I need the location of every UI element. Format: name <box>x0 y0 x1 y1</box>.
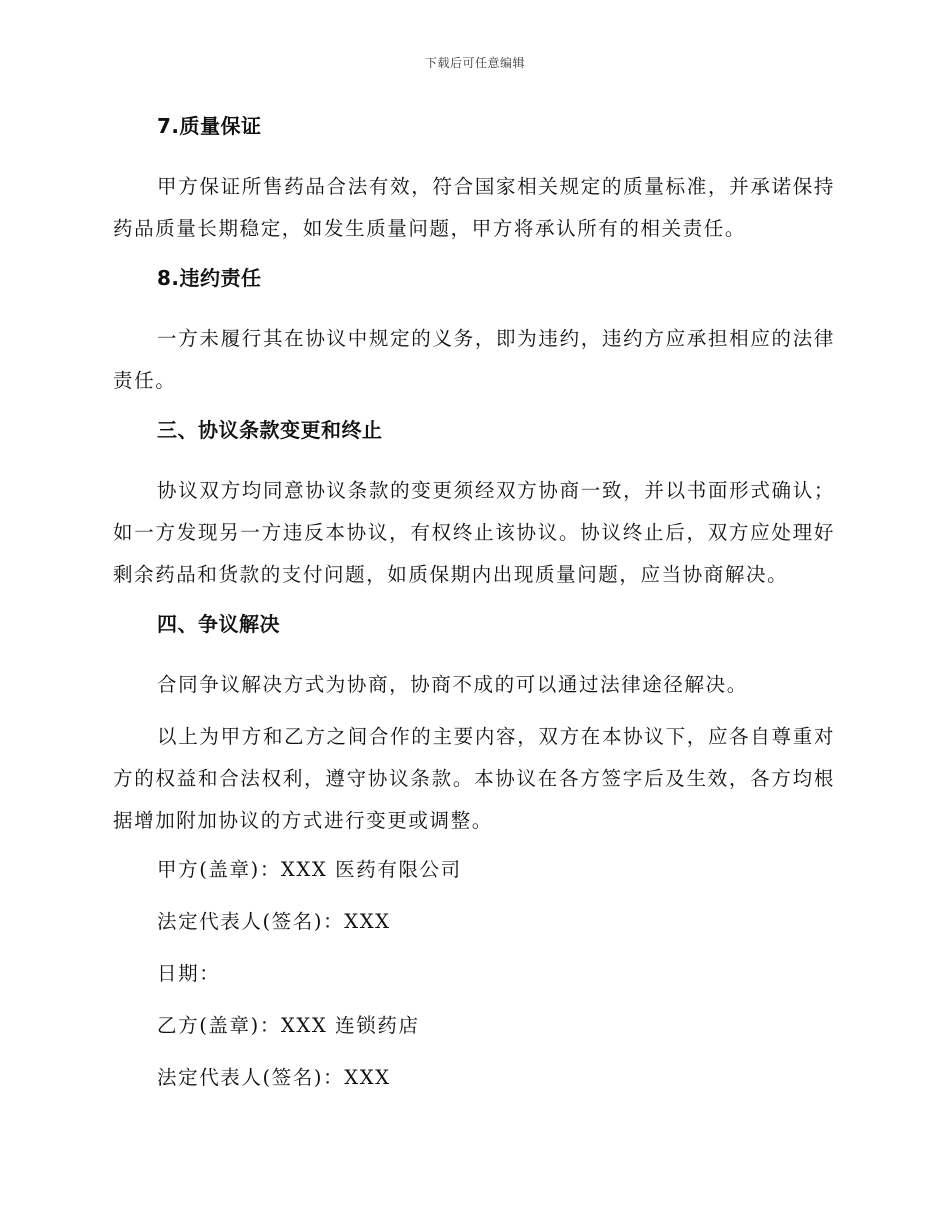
section-body-quality: 甲方保证所售药品合法有效，符合国家相关规定的质量标准，并承诺保持药品质量长期稳定，如发生质量问题，甲方将承认所有的相关责任。 <box>113 175 835 240</box>
party-b-seal: 乙方(盖章)：XXX 连锁药店 <box>157 1014 420 1037</box>
party-a-representative: 法定代表人(签名)：XXX <box>157 910 391 933</box>
section-heading-quality: 7.质量保证 <box>157 114 262 138</box>
section-heading-dispute: 四、争议解决 <box>157 612 280 636</box>
section-heading-breach: 8.违约责任 <box>157 266 262 290</box>
document-body <box>113 108 835 1112</box>
party-a-seal: 甲方(盖章)：XXX 医药有限公司 <box>157 858 462 881</box>
closing-paragraph: 以上为甲方和乙方之间合作的主要内容，双方在本协议下，应各自尊重对方的权益和合法权利，遵守协议条款。本协议在各方签字后及生效，各方均根据增加附加协议的方式进行变更或调整。 <box>113 725 835 832</box>
section-body-dispute: 合同争议解决方式为协商，协商不成的可以通过法律途径解决。 <box>157 673 748 696</box>
section-body-change: 协议双方均同意协议条款的变更须经双方协商一致，并以书面形式确认；如一方发现另一方违反本协议，有权终止该协议。协议终止后，双方应处理好剩余药品和货款的支付问题，如质保期内出现质量问题，应当协商解决。 <box>113 479 835 586</box>
section-body-breach: 一方未履行其在协议中规定的义务，即为违约，违约方应承担相应的法律责任。 <box>113 327 835 392</box>
party-b-representative: 法定代表人(签名)：XXX <box>157 1066 391 1089</box>
page-header: 下载后可任意编辑 <box>424 56 525 70</box>
section-heading-change: 三、协议条款变更和终止 <box>157 418 383 442</box>
signature-date: 日期： <box>157 962 221 985</box>
